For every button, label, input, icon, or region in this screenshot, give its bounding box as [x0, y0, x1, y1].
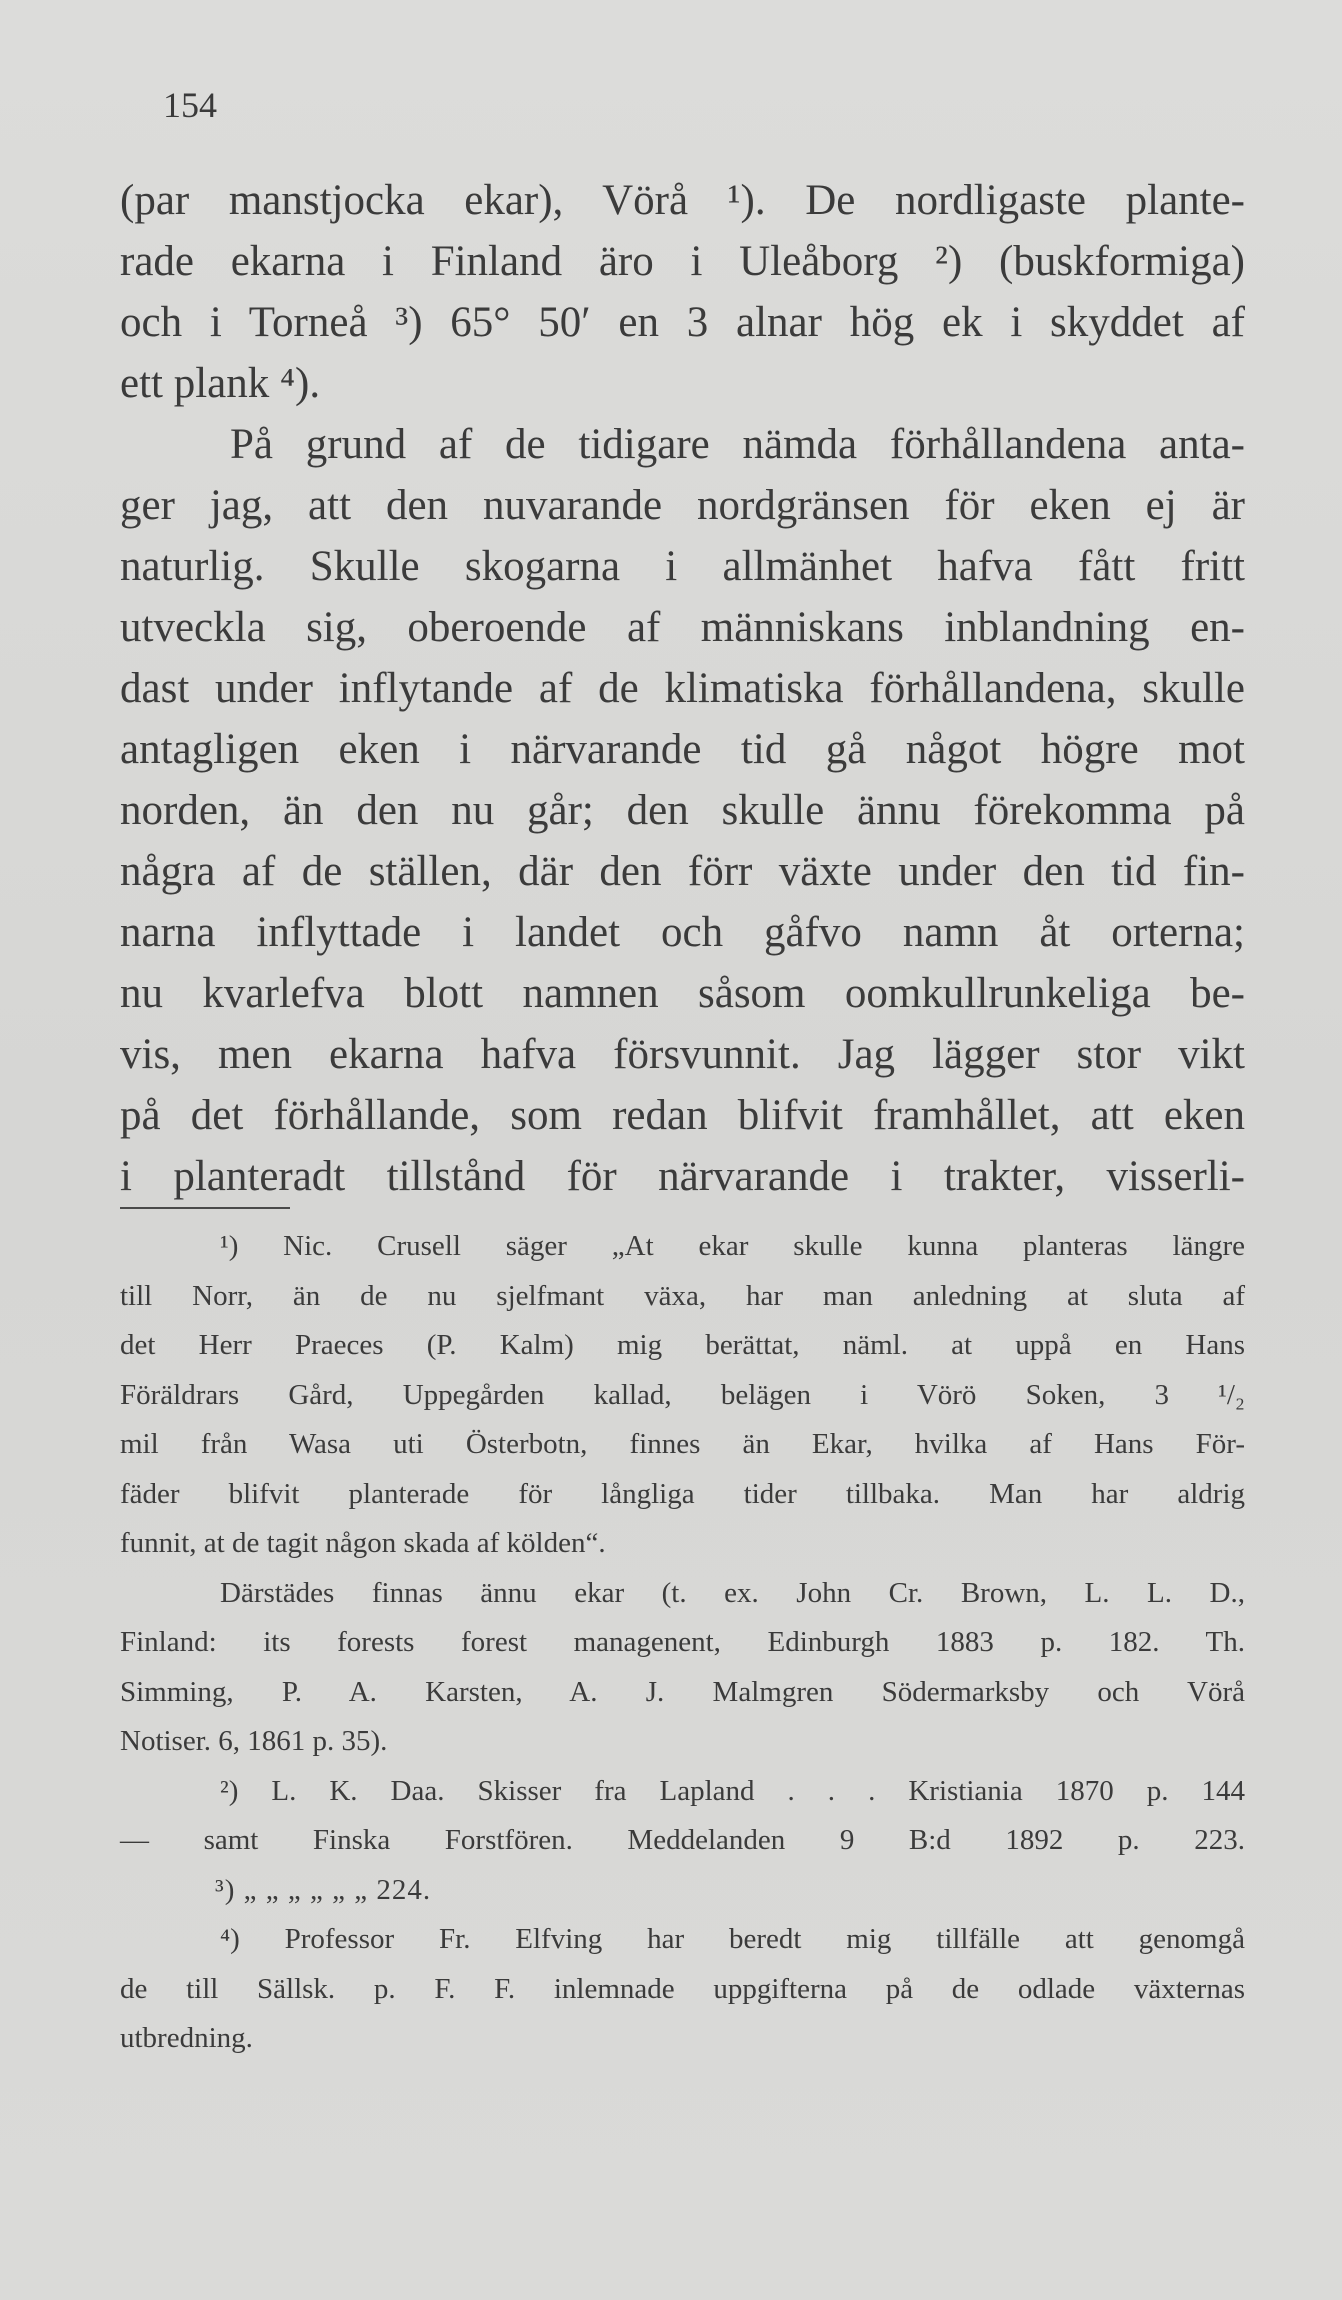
footnote-line: funnit, at de tagit någon skada af kölden“.: [120, 1527, 606, 1559]
footnote-line: det Herr Praeces (P. Kalm) mig berättat, näml. at uppå en Hans: [120, 1329, 1245, 1361]
body-line: vis, men ekarna hafva försvunnit. Jag lägger stor vikt: [120, 1031, 1245, 1078]
footnote-line: Notiser. 6, 1861 p. 35).: [120, 1725, 388, 1757]
footnotes: [120, 1222, 1245, 2064]
footnote-line: fäder blifvit planterade för långliga tider tillbaka. Man har aldrig: [120, 1477, 1245, 1510]
body-line: nu kvarlefva blott namnen såsom oomkullrunkeliga be-: [120, 970, 1245, 1017]
footnote-line: till Norr, än de nu sjelfmant växa, har man anledning at sluta af: [120, 1279, 1245, 1312]
footnote-line: — samt Finska Forstfören. Meddelanden 9 B:d 1892 p. 223.: [120, 1824, 1245, 1856]
body-line: och i Torneå ³) 65° 50′ en 3 alnar hög ek i skyddet af: [120, 299, 1245, 346]
body-line: utveckla sig, oberoende af människans inblandning en-: [120, 604, 1245, 651]
footnote-line: utbredning.: [120, 2022, 253, 2054]
body-line: ett plank ⁴).: [120, 360, 321, 407]
footnote-line: Simming, P. A. Karsten, A. J. Malmgren Södermarksby och Vörå: [120, 1675, 1245, 1708]
footnote-line: Därstädes finnas ännu ekar (t. ex. John Cr. Brown, L. L. D.,: [220, 1576, 1245, 1609]
footnote-line: ¹) Nic. Crusell säger „At ekar skulle kunna planteras längre: [220, 1230, 1245, 1262]
body-line: i planteradt tillstånd för närvarande i trakter, visserli-: [120, 1153, 1245, 1200]
body-line: på det förhållande, som redan blifvit framhållet, att eken: [120, 1092, 1245, 1139]
footnote-line: ²) L. K. Daa. Skisser fra Lapland . . . Kristiania 1870 p. 144: [220, 1774, 1245, 1807]
footnote-line: Finland: its forests forest managenent, Edinburgh 1883 p. 182. Th.: [120, 1626, 1245, 1658]
body-line: några af de ställen, där den förr växte under den tid fin-: [120, 848, 1245, 895]
footnote-line: ⁴) Professor Fr. Elfving har beredt mig tillfälle att genomgå: [220, 1923, 1245, 1955]
page-number: 154: [163, 85, 217, 125]
body-line: antagligen eken i närvarande tid gå något högre mot: [120, 726, 1245, 773]
body-line: dast under inflytande af de klimatiska förhållandena, skulle: [120, 665, 1245, 712]
body-line: På grund af de tidigare nämda förhållandena anta-: [230, 421, 1245, 468]
footnote-divider: [120, 1207, 290, 1209]
body-line: narna inflyttade i landet och gåfvo namn åt orterna;: [120, 909, 1245, 956]
footnote-line: mil från Wasa uti Österbotn, finnes än Ekar, hvilka af Hans För-: [120, 1428, 1245, 1460]
body-line: norden, än den nu går; den skulle ännu förekomma på: [120, 787, 1245, 834]
body-line: rade ekarna i Finland äro i Uleåborg ²) (buskformiga): [120, 238, 1245, 285]
body-line: (par manstjocka ekar), Vörå ¹). De nordligaste plante-: [120, 177, 1245, 224]
footnote-line: ³) „ „ „ „ „ „ 224.: [215, 1873, 432, 1906]
body-line: ger jag, att den nuvarande nordgränsen för eken ej är: [120, 482, 1245, 529]
footnote-line: de till Sällsk. p. F. F. inlemnade uppgifterna på de odlade växternas: [120, 1972, 1245, 2005]
body-text: [120, 170, 1245, 1207]
footnote-line: Föräldrars Gård, Uppegården kallad, belägen i Vörö Soken, 3 ¹/₂: [120, 1378, 1245, 1411]
body-line: naturlig. Skulle skogarna i allmänhet hafva fått fritt: [120, 543, 1245, 590]
